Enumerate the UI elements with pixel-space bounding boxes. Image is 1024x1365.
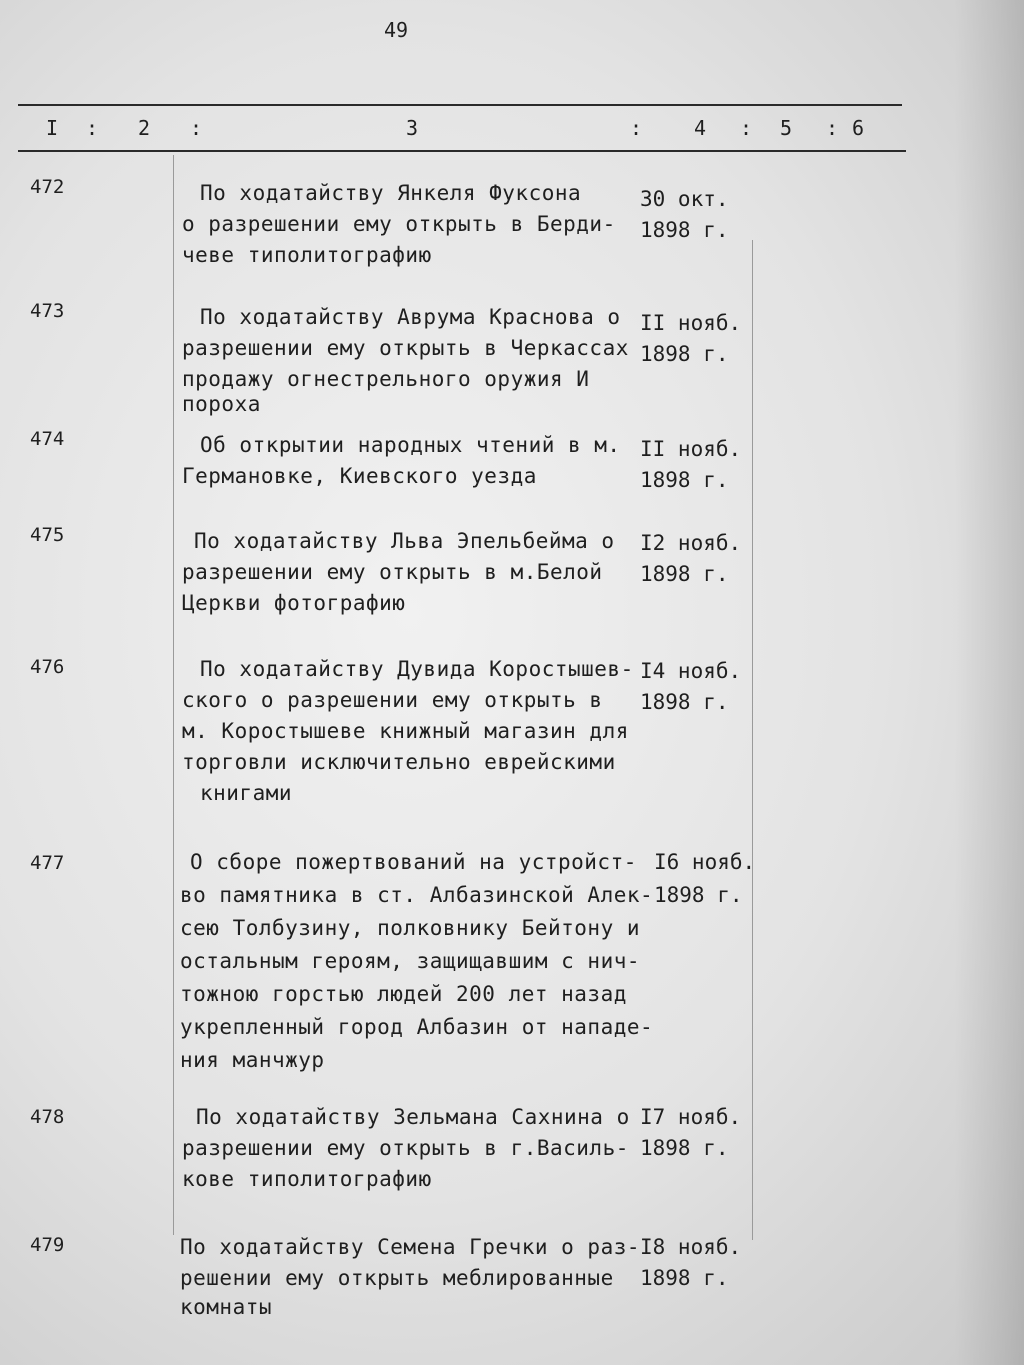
entry-date-day: II нояб. [640,311,742,335]
entry-date [640,1232,755,1294]
column-separator: : [740,116,753,140]
entry-line: О сборе пожертвований на устройст- [190,850,637,874]
header-top-rule [18,104,902,106]
entry-date [640,1102,755,1164]
entry-date [640,184,755,246]
entry-date-day: 30 окт. [640,187,729,211]
entry-line: торговли исключительно еврейскими [182,750,616,774]
entry-line: По ходатайству Зельмана Сахнина о [196,1105,630,1129]
entry-number: 473 [30,300,65,322]
column-header-2: 2 [138,116,151,140]
entry-date [654,846,769,912]
entry-line: Об открытии народных чтений в м. [200,433,621,457]
column-header-5: 5 [780,116,793,140]
entry-description [182,1102,656,1195]
column-divider-left [173,155,174,1235]
entry-date-day: I6 нояб. [654,850,756,874]
entry-date-year: 1898 г. [640,218,729,242]
page-number: 49 [384,18,409,42]
entry-date-year: 1898 г. [640,468,729,492]
entry-description [182,302,660,420]
entry-date-day: I4 нояб. [640,659,742,683]
entry-line: пороха [182,392,261,416]
entry-line: о разрешении ему открыть в Берди- [182,212,616,236]
entry-number: 479 [30,1234,65,1256]
header-bottom-rule [18,150,906,152]
column-header-row [40,116,880,146]
entry-line: решении ему открыть меблированные [180,1266,614,1290]
entry-line: По ходатайству Дувида Коростышев- [200,657,634,681]
entry-date-year: 1898 г. [640,690,729,714]
entry-line: во памятника в ст. Албазинской Алек- [180,883,654,907]
entry-line: м. Коростышеве книжный магазин для [182,719,629,743]
page-edge-shadow [954,0,1024,1365]
entry-line: Церкви фотографию [182,591,406,615]
entry-line: комнаты [180,1295,273,1319]
entry-line: укрепленный город Албазин от нападе- [180,1015,654,1039]
column-divider-right [752,240,753,1240]
column-header-6: 6 [852,116,865,140]
entry-number: 478 [30,1106,65,1128]
entry-line: разрешении ему открыть в Черкассах [182,336,629,360]
entry-description [182,526,654,619]
entry-line: По ходатайству Аврума Краснова о [200,305,621,329]
entry-number: 472 [30,176,65,198]
entry-date-day: I8 нояб. [640,1235,742,1259]
entry-number: 476 [30,656,65,678]
entry-date-day: I2 нояб. [640,531,742,555]
column-separator: : [86,116,99,140]
column-header-3: 3 [406,116,419,140]
entry-line: По ходатайству Семена Гречки о раз- [180,1235,641,1259]
entry-line: По ходатайству Льва Эпельбейма о [194,529,615,553]
entry-date-day: II нояб. [640,437,742,461]
entry-date [640,434,755,496]
entry-number: 474 [30,428,65,450]
entry-date [640,308,755,370]
column-header-1: I [46,116,59,140]
entry-date-year: 1898 г. [640,562,729,586]
entry-line: кове типолитографию [182,1167,432,1191]
entry-number: 475 [30,524,65,546]
entry-description [182,178,660,271]
entry-description [182,654,660,809]
entry-line: тожною горстью людей 200 лет назад [180,982,627,1006]
column-header-4: 4 [694,116,707,140]
entry-date-year: 1898 г. [640,1136,729,1160]
entry-line: По ходатайству Янкеля Фуксона [200,181,582,205]
entry-date-year: 1898 г. [640,1266,729,1290]
entry-date-day: I7 нояб. [640,1105,742,1129]
entry-line: сею Толбузину, полковнику Бейтону и [180,916,641,940]
entry-date-year: 1898 г. [654,883,743,907]
entry-date-year: 1898 г. [640,342,729,366]
column-separator: : [630,116,643,140]
entry-line: книгами [200,781,293,805]
entry-line: Германовке, Киевского уезда [182,464,537,488]
column-separator: : [826,116,839,140]
entry-line: разрешении ему открыть в г.Василь- [182,1136,629,1160]
entry-line: продажу огнестрельного оружия И [182,367,590,391]
entry-date [640,656,755,718]
entry-description [180,1232,640,1323]
entry-line: чеве типолитографию [182,243,432,267]
entry-description [182,430,660,492]
entry-line: остальным героям, защищавшим с нич- [180,949,641,973]
column-separator: : [190,116,203,140]
entry-line: ского о разрешении ему открыть в [182,688,603,712]
entry-line: разрешении ему открыть в м.Белой [182,560,603,584]
entry-date [640,528,755,590]
entry-number: 477 [30,852,65,874]
entry-description [180,846,660,1077]
entry-line: ния манчжур [180,1048,325,1072]
